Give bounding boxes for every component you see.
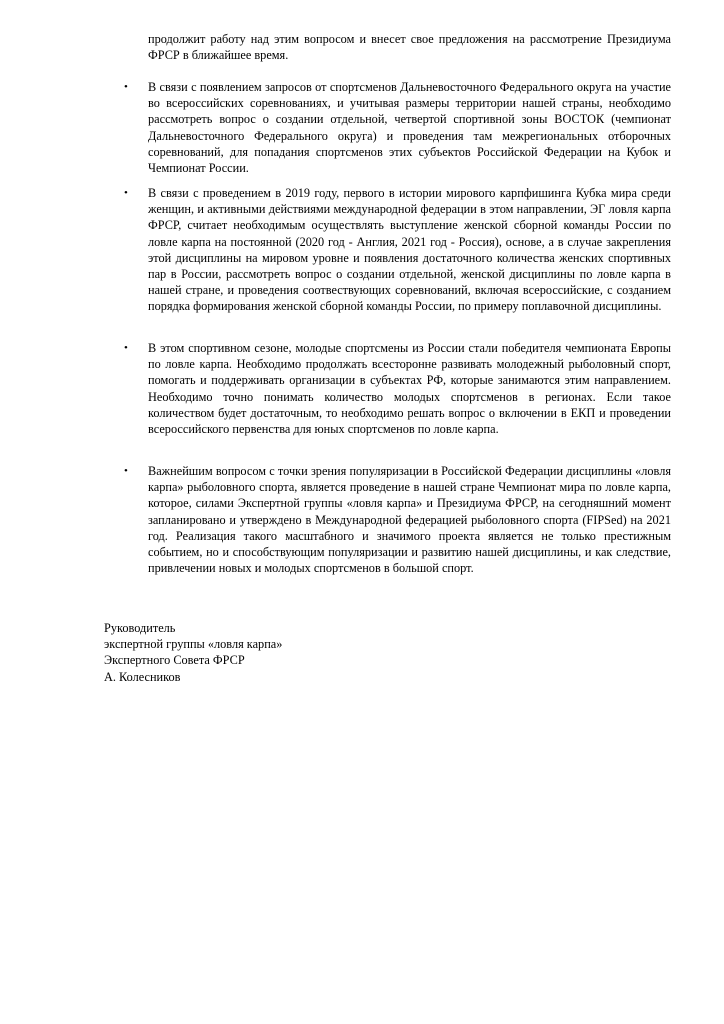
signature-name: А. Колесников [104, 669, 181, 684]
continuation-paragraph: продолжит работу над этим вопросом и внесет свое предложения на рассмотрение Президиума ФРСР в ближайшее время. [148, 32, 671, 63]
bullet-icon: • [124, 81, 128, 93]
signature-council: Экспертного Совета ФРСР [104, 653, 245, 668]
signature-title: Руководитель [104, 621, 176, 635]
list-item: В связи с проведением в 2019 году, первого в истории мирового карпфишинга Кубка мира среди женщин, и активными действиями международной федерации в этом направлении, ЭГ ловля карпа ФРСР, считает необходимым осуществлять выступление женской сборной команды России по ловле карпа на постоянной (2020 год - Англия, 2021 год - Россия), основе, а в случае закрепления этой дисциплины на мировом уровне и появления достаточного количества женских спортивных пар в России, рассмотреть вопрос о создании отдельной, женской дисциплины по ловле карпа в нашей стране, и проведения соотвествующих соревнований, включая всероссийские, с созданием порядка формирования женской сборной команды России, по примеру поплавочной дисциплины. [148, 186, 671, 314]
list-item: В этом спортивном сезоне, молодые спортсмены из России стали победителя чемпионата Европы по ловле карпа. Необходимо продолжать всесторонне развивать молодежный рыболовный спорт, помогать и поддерживать организации в субъектах РФ, которые занимаются этим направлением. Необходимо точно понимать количество молодых спортсменов в регионах. Если такое количеством будет достаточным, то необходимо решать вопрос о включении в ЕКП и проведении всероссийского первенства для юных спортсменов по ловле карпа. [148, 341, 671, 437]
signature-block [104, 620, 504, 685]
signature-group: экспертной группы «ловля карпа» [104, 637, 283, 652]
bullet-icon: • [124, 342, 128, 354]
list-item: В связи с появлением запросов от спортсменов Дальневосточного Федерального округа на участие во всероссийских соревнованиях, и учитывая размеры территории нашей страны, необходимо рассмотреть вопрос о создании отдельной, четвертой спортивной зоны ВОСТОК (чемпионат Дальневосточного Федерального округа) и проведения там межрегиональных отборочных соревнований, для попадания спортсменов этих субъектов Российской Федерации на Кубок и Чемпионат России. [148, 80, 671, 176]
list-item: Важнейшим вопросом с точки зрения популяризации в Российской Федерации дисциплины «ловля карпа» рыболовного спорта, является проведение в нашей стране Чемпионат мира по ловле карпа, которое, силами Экспертной группы «ловля карпа» и Президиума ФРСР, на сегодняшний момент запланировано и утверждено в Международной федерацией рыболовного спорта (FIPSed) на 2021 год. Реализация такого масштабного и значимого проекта является не только престижным событием, но и способствующим популяризации и развитию нашей дисциплины, и как следствие, привлечении новых и молодых спортсменов в большой спорт. [148, 464, 671, 576]
bullet-icon: • [124, 187, 128, 199]
bullet-icon: • [124, 465, 128, 477]
